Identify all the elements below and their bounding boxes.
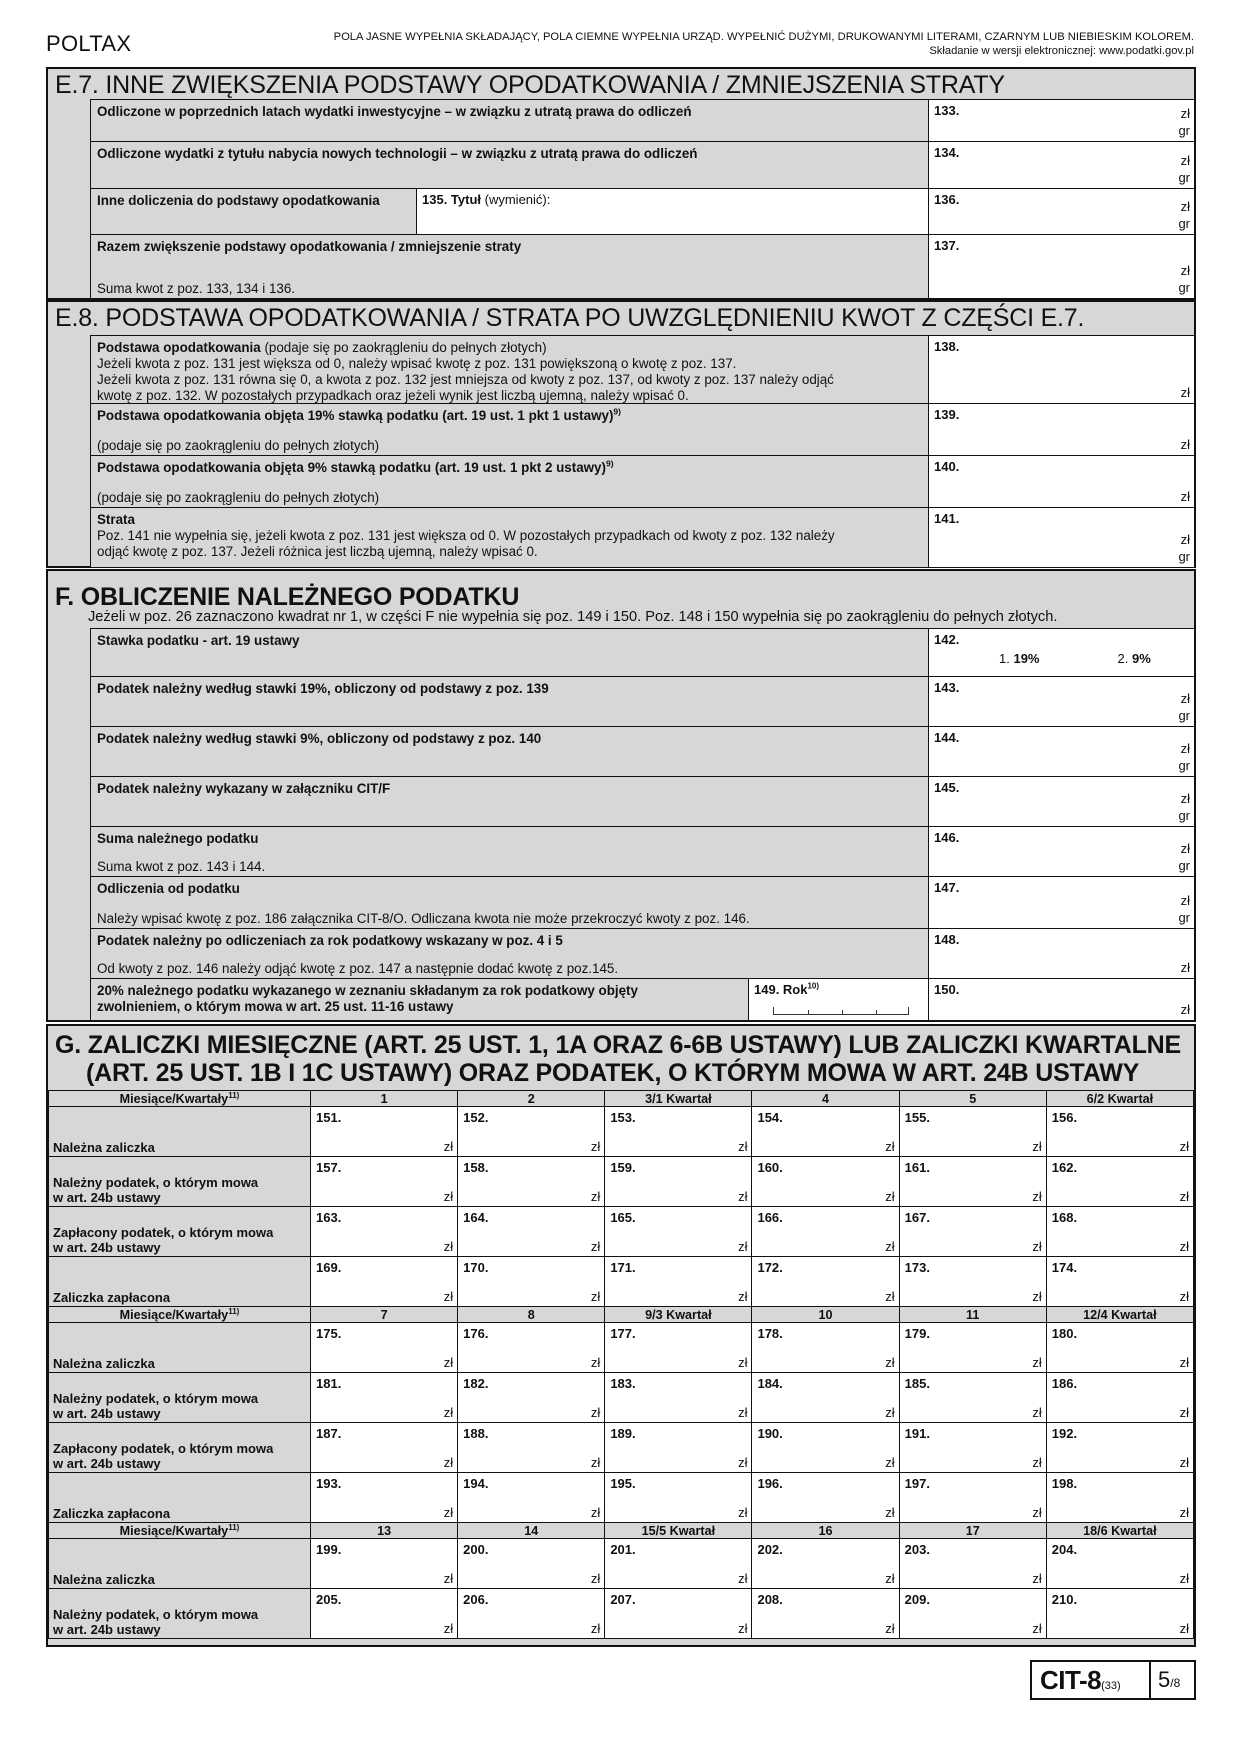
row-147-label: Odliczenia od podatku [97, 881, 240, 896]
row-advance-due [49, 1323, 1194, 1373]
field-167[interactable]: 167. zł [899, 1207, 1046, 1257]
section-g [46, 1024, 1196, 1647]
form-code: CIT-8 [1040, 1665, 1102, 1695]
field-202[interactable]: 202. zł [752, 1539, 899, 1589]
field-197[interactable]: 197. zł [899, 1473, 1046, 1523]
field-201[interactable]: 201. zł [605, 1539, 752, 1589]
period-header: 4 [752, 1091, 899, 1107]
field-175[interactable]: 175. zł [311, 1323, 458, 1373]
row-label-tax-24b-due: Należny podatek, o którym mowa w art. 24b ustawy [49, 1589, 311, 1639]
row-label-tax-24b-due: Należny podatek, o którym mowa w art. 24b ustawy [49, 1157, 311, 1207]
row-140: Podstawa opodatkowania objęta 9% stawką podatku (art. 19 ust. 1 pkt 2 ustawy)$^{9)}$ (podaje się po zaokrągleniu do pełnych złotych) 140. zł [90, 455, 1194, 507]
section-e7 [46, 67, 1196, 300]
field-193[interactable]: 193. zł [311, 1473, 458, 1523]
period-header: 6/2 Kwartał [1046, 1091, 1193, 1107]
rate-option-9[interactable]: 2. 9% [1117, 651, 1151, 666]
period-header: 11 [899, 1307, 1046, 1323]
section-e8 [46, 300, 1196, 568]
instructions-line-1: POLA JASNE WYPEŁNIA SKŁADAJĄCY, POLA CIEMNE WYPEŁNIA URZĄD. WYPEŁNIĆ DUŻYMI, DRUKOWANYMI LITERAMI, CZARNYM LUB NIEBIESKIM KOLOREM. [333, 31, 1194, 43]
field-162[interactable]: 162. zł [1046, 1157, 1193, 1207]
field-164[interactable]: 164. zł [458, 1207, 605, 1257]
period-header-row [49, 1307, 1194, 1323]
row-139-label: Podstawa opodatkowania objęta 19% stawką podatku (art. 19 ust. 1 pkt 1 ustawy) [97, 408, 614, 423]
row-143-label: Podatek należny według stawki 19%, obliczony od podstawy z poz. 139 [97, 681, 549, 696]
period-header-row [49, 1091, 1194, 1107]
field-196[interactable]: 196. zł [752, 1473, 899, 1523]
period-header: 5 [899, 1091, 1046, 1107]
row-label-advance-due: Należna zaliczka [49, 1539, 311, 1589]
section-f [46, 569, 1196, 1022]
field-154[interactable]: 154. zł [752, 1107, 899, 1157]
row-134 [90, 141, 1194, 188]
page-number: 5/8 [1158, 1667, 1181, 1692]
period-header: 16 [752, 1523, 899, 1539]
row-133-label: Odliczone w poprzednich latach wydatki inwestycyjne – w związku z utratą prawa do odliczeń [97, 104, 692, 119]
field-179[interactable]: 179. zł [899, 1323, 1046, 1373]
row-tax-24b-due [49, 1589, 1194, 1639]
field-135-title[interactable]: 135. Tytuł (wymienić): [416, 189, 928, 234]
field-141[interactable]: 141. zł gr [928, 508, 1194, 567]
period-header: 8 [458, 1307, 605, 1323]
field-192[interactable]: 192. zł [1046, 1423, 1193, 1473]
row-134-label: Odliczone wydatki z tytułu nabycia nowych technologii – w związku z utratą prawa do odliczeń [97, 146, 698, 161]
period-header: 18/6 Kwartał [1046, 1523, 1193, 1539]
field-134[interactable]: 134. zł gr [928, 142, 1194, 188]
row-148: Podatek należny po odliczeniach za rok podatkowy wskazany w poz. 4 i 5 Od kwoty z poz. 146 należy odjąć kwotę z poz. 147 a następnie dodać kwotę z poz.145. 148. zł [90, 928, 1194, 978]
field-151[interactable]: 151. zł [311, 1107, 458, 1157]
field-200[interactable]: 200. zł [458, 1539, 605, 1589]
field-186[interactable]: 186. zł [1046, 1373, 1193, 1423]
field-188[interactable]: 188. zł [458, 1423, 605, 1473]
field-136[interactable]: 136. zł gr [928, 189, 1194, 234]
period-header: 3/1 Kwartał [605, 1091, 752, 1107]
field-161[interactable]: 161. zł [899, 1157, 1046, 1207]
row-146: Suma należnego podatku Suma kwot z poz. 143 i 144. 146. zł gr [90, 826, 1194, 876]
field-170[interactable]: 170. zł [458, 1257, 605, 1307]
field-158[interactable]: 158. zł [458, 1157, 605, 1207]
row-150-label: 20% należnego podatku wykazanego w zeznaniu składanym za rok podatkowy objęty [97, 983, 638, 998]
field-140[interactable]: 140. zł [928, 456, 1194, 507]
section-e7-title: E.7. INNE ZWIĘKSZENIA PODSTAWY OPODATKOWANIA / ZMNIEJSZENIA STRATY [55, 71, 1005, 99]
period-header: 15/5 Kwartał [605, 1523, 752, 1539]
period-header: 9/3 Kwartał [605, 1307, 752, 1323]
field-150[interactable]: 150. zł [928, 979, 1194, 1020]
field-173[interactable]: 173. zł [899, 1257, 1046, 1307]
row-label-tax-24b-due: Należny podatek, o którym mowa w art. 24b ustawy [49, 1373, 311, 1423]
field-183[interactable]: 183. zł [605, 1373, 752, 1423]
period-header: 14 [458, 1523, 605, 1539]
section-f-title: F. OBLICZENIE NALEŻNEGO PODATKU [55, 583, 520, 611]
field-181[interactable]: 181. zł [311, 1373, 458, 1423]
row-143 [90, 676, 1194, 726]
period-header-label: Miesiące/Kwartały$^{11)}$ [49, 1091, 311, 1107]
period-header: 7 [311, 1307, 458, 1323]
row-137-note: Suma kwot z poz. 133, 134 i 136. [97, 281, 296, 296]
row-136-label: Inne doliczenia do podstawy opodatkowania [97, 193, 380, 208]
field-166[interactable]: 166. zł [752, 1207, 899, 1257]
row-advance-due [49, 1107, 1194, 1157]
period-header: 13 [311, 1523, 458, 1539]
field-133[interactable]: 133. zł gr [928, 100, 1194, 141]
field-138[interactable]: 138. zł [928, 336, 1194, 403]
row-142-label: Stawka podatku - art. 19 ustawy [97, 633, 300, 648]
row-150: 20% należnego podatku wykazanego w zeznaniu składanym za rok podatkowy objęty zwolnieniem, o którym mowa w art. 25 ust. 11-16 ustawy 149. Rok$^{10)}$ 150. zł [90, 978, 1194, 1020]
period-header: 17 [899, 1523, 1046, 1539]
poltax-logo: POLTAX [46, 31, 132, 56]
row-tax-24b-due [49, 1373, 1194, 1423]
period-header-label: Miesiące/Kwartały$^{11)}$ [49, 1307, 311, 1323]
field-176[interactable]: 176. zł [458, 1323, 605, 1373]
section-e8-title: E.8. PODSTAWA OPODATKOWANIA / STRATA PO UWZGLĘDNIENIU KWOT Z CZĘŚCI E.7. [55, 304, 1085, 332]
row-133 [90, 99, 1194, 141]
row-139: Podstawa opodatkowania objęta 19% stawką podatku (art. 19 ust. 1 pkt 1 ustawy)$^{9)}$ (podaje się po zaokrągleniu do pełnych złotych) 139. zł [90, 403, 1194, 455]
row-label-tax-24b-paid: Zapłacony podatek, o którym mowa w art. 24b ustawy [49, 1423, 311, 1473]
row-advance-due [49, 1539, 1194, 1589]
field-163[interactable]: 163. zł [311, 1207, 458, 1257]
year-boxes [773, 1007, 909, 1015]
form-instructions [194, 30, 1194, 58]
field-171[interactable]: 171. zł [605, 1257, 752, 1307]
field-203[interactable]: 203. zł [899, 1539, 1046, 1589]
field-209[interactable]: 209. zł [899, 1589, 1046, 1639]
field-182[interactable]: 182. zł [458, 1373, 605, 1423]
row-136 [90, 188, 1194, 234]
field-195[interactable]: 195. zł [605, 1473, 752, 1523]
field-165[interactable]: 165. zł [605, 1207, 752, 1257]
row-144-label: Podatek należny według stawki 9%, obliczony od podstawy z poz. 140 [97, 731, 542, 746]
row-label-advance-paid: Zaliczka zapłacona [49, 1257, 311, 1307]
field-187[interactable]: 187. zł [311, 1423, 458, 1473]
field-207[interactable]: 207. zł [605, 1589, 752, 1639]
row-137 [90, 234, 1194, 298]
period-header: 2 [458, 1091, 605, 1107]
row-tax-24b-paid [49, 1207, 1194, 1257]
field-147[interactable]: 147. zł gr [928, 877, 1194, 928]
row-advance-paid [49, 1473, 1194, 1523]
row-advance-paid [49, 1257, 1194, 1307]
section-f-note: Jeżeli w poz. 26 zaznaczono kwadrat nr 1, w części F nie wypełnia się poz. 149 i 150. Poz. 148 i 150 wypełnia się po zaokrągleniu do pełnych złotych. [88, 609, 1058, 625]
form-version: (33) [1101, 1680, 1121, 1692]
field-204[interactable]: 204. zł [1046, 1539, 1193, 1589]
row-label-advance-due: Należna zaliczka [49, 1323, 311, 1373]
advances-table [48, 1090, 1194, 1639]
row-138-label: Podstawa opodatkowania [97, 340, 261, 355]
row-141-label: Strata [97, 512, 135, 527]
field-185[interactable]: 185. zł [899, 1373, 1046, 1423]
field-210[interactable]: 210. zł [1046, 1589, 1193, 1639]
field-178[interactable]: 178. zł [752, 1323, 899, 1373]
period-header-row [49, 1523, 1194, 1539]
field-190[interactable]: 190. zł [752, 1423, 899, 1473]
period-header: 12/4 Kwartał [1046, 1307, 1193, 1323]
row-label-advance-paid: Zaliczka zapłacona [49, 1473, 311, 1523]
field-142: 142. 1. 19% 2. 9% [928, 629, 1194, 676]
field-177[interactable]: 177. zł [605, 1323, 752, 1373]
field-143[interactable]: 143. zł gr [928, 677, 1194, 726]
section-g-title: G. ZALICZKI MIESIĘCZNE (ART. 25 UST. 1, 1A ORAZ 6-6B USTAWY) LUB ZALICZKI KWARTALNE (ART. 25 UST. 1B I 1C USTAWY) ORAZ PODATEK, O KTÓRYM MOWA W ART. 24B USTAWY [55, 1031, 1182, 1087]
row-147: Odliczenia od podatku Należy wpisać kwotę z poz. 186 załącznika CIT-8/O. Odliczana kwota nie może przekroczyć kwoty z poz. 146. 147. zł gr [90, 876, 1194, 928]
field-155[interactable]: 155. zł [899, 1107, 1046, 1157]
field-145[interactable]: 145. zł gr [928, 777, 1194, 826]
row-140-label: Podstawa opodatkowania objęta 9% stawką podatku (art. 19 ust. 1 pkt 2 ustawy) [97, 460, 606, 475]
field-174[interactable]: 174. zł [1046, 1257, 1193, 1307]
period-header-label: Miesiące/Kwartały$^{11)}$ [49, 1523, 311, 1539]
row-label-tax-24b-paid: Zapłacony podatek, o którym mowa w art. 24b ustawy [49, 1207, 311, 1257]
field-194[interactable]: 194. zł [458, 1473, 605, 1523]
period-header: 10 [752, 1307, 899, 1323]
field-199[interactable]: 199. zł [311, 1539, 458, 1589]
field-169[interactable]: 169. zł [311, 1257, 458, 1307]
field-206[interactable]: 206. zł [458, 1589, 605, 1639]
period-header: 1 [311, 1091, 458, 1107]
instructions-line-2: Składanie w wersji elektronicznej: www.podatki.gov.pl [929, 45, 1194, 57]
row-141: Strata Poz. 141 nie wypełnia się, jeżeli kwota z poz. 131 jest większa od 0. W pozostałych przypadkach od kwoty z poz. 132 należy odjąć kwotę z poz. 137. Jeżeli różnica jest liczbą ujemną, należy wpisać 0. 141. zł gr [90, 507, 1194, 567]
row-138: Podstawa opodatkowania (podaje się po zaokrągleniu do pełnych złotych) Jeżeli kwota z poz. 131 jest większa od 0, należy wpisać kwotę z poz. 131 powiększoną o kwotę z poz. 137. Jeżeli kwota z poz. 131 równa się 0, a kwota z poz. 132 jest mniejsza od kwoty z poz. 137, od kwoty z poz. 137 należy odjąć kwotę z poz. 132. W pozostałych przypadkach oraz jeżeli wynik jest liczbą ujemną, należy wpisać 0. 138. zł [90, 335, 1194, 403]
rate-option-19[interactable]: 1. 19% [999, 651, 1040, 666]
field-184[interactable]: 184. zł [752, 1373, 899, 1423]
row-145-label: Podatek należny wykazany w załączniku CIT/F [97, 781, 391, 796]
row-tax-24b-due [49, 1157, 1194, 1207]
form-id-box [1030, 1660, 1196, 1700]
field-168[interactable]: 168. zł [1046, 1207, 1193, 1257]
field-137[interactable]: 137. zł gr [928, 235, 1194, 298]
field-198[interactable]: 198. zł [1046, 1473, 1193, 1523]
row-145 [90, 776, 1194, 826]
field-189[interactable]: 189. zł [605, 1423, 752, 1473]
field-149-year[interactable]: 149. Rok$^{10)}$ [748, 979, 928, 1020]
field-144[interactable]: 144. zł gr [928, 727, 1194, 776]
row-tax-24b-paid [49, 1423, 1194, 1473]
row-146-label: Suma należnego podatku [97, 831, 259, 846]
row-144 [90, 726, 1194, 776]
field-208[interactable]: 208. zł [752, 1589, 899, 1639]
row-142 [90, 628, 1194, 676]
field-191[interactable]: 191. zł [899, 1423, 1046, 1473]
field-156[interactable]: 156. zł [1046, 1107, 1193, 1157]
field-180[interactable]: 180. zł [1046, 1323, 1193, 1373]
field-139[interactable]: 139. zł [928, 404, 1194, 455]
field-160[interactable]: 160. zł [752, 1157, 899, 1207]
field-157[interactable]: 157. zł [311, 1157, 458, 1207]
row-148-label: Podatek należny po odliczeniach za rok podatkowy wskazany w poz. 4 i 5 [97, 933, 563, 948]
field-172[interactable]: 172. zł [752, 1257, 899, 1307]
field-159[interactable]: 159. zł [605, 1157, 752, 1207]
row-label-advance-due: Należna zaliczka [49, 1107, 311, 1157]
field-205[interactable]: 205. zł [311, 1589, 458, 1639]
row-137-label: Razem zwiększenie podstawy opodatkowania / zmniejszenie straty [97, 239, 522, 254]
field-146[interactable]: 146. zł gr [928, 827, 1194, 876]
field-148[interactable]: 148. zł [928, 929, 1194, 978]
field-152[interactable]: 152. zł [458, 1107, 605, 1157]
field-153[interactable]: 153. zł [605, 1107, 752, 1157]
